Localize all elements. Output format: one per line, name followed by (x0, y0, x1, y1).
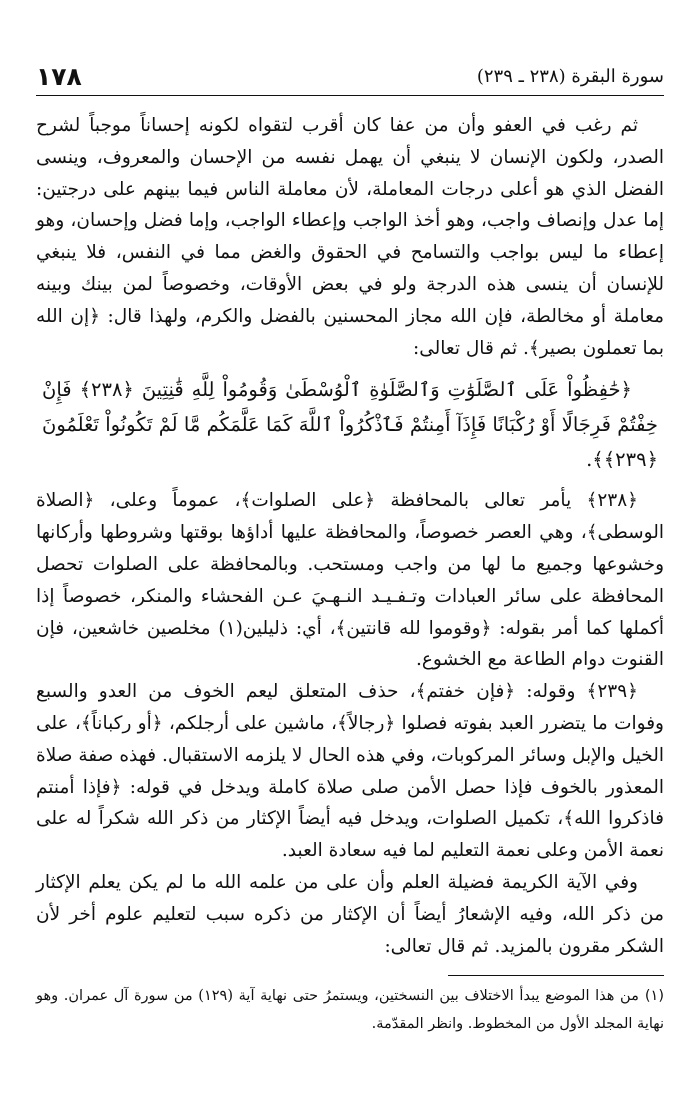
page-header (36, 58, 664, 94)
footnote (36, 982, 664, 1038)
paragraph-verse-239: ﴿٢٣٩﴾ وقوله: ﴿فإن خفتم﴾، حذف المتعلق ليعم الخوف من العدو والسبع وفوات ما يتضرر العبد بفوته فصلوا ﴿رجالاً﴾، ماشين على أرجلكم، ﴿أو ركباناً﴾، على الخيل والإبل وسائر المركوبات، وفي هذه الحال لا يلزمه الاستقبال. فهذه صفة صلاة المعذور بالخوف فإذا حصل الأمن صلى صلاة كاملة ويدخل في قوله: ﴿فإذا أمنتم فاذكروا الله﴾، تكميل الصلوات، ويدخل فيه أيضاً الإكثار من ذكر الله شكراً له على نعمة الأمن وعلى نعمة التعليم لما فيه سعادة العبد. (36, 681, 664, 862)
footnote-text: من هذا الموضع يبدأ الاختلاف بين النسختين، ويستمرُ حتى نهاية آية (١٢٩) من سورة آل عمران. وهو نهاية المجلد الأول من المخطوط. وانظر المقدّمة. (36, 988, 664, 1032)
paragraph-verse-238: ﴿٢٣٨﴾ يأمر تعالى بالمحافظة ﴿على الصلوات﴾، عموماً وعلى، ﴿الصلاة الوسطى﴾، وهي العصر خصوصاً، والمحافظة عليها أداؤها بوقتها وشروطها وأركانها وخشوعها وجميع ما لها من واجب ومستحب. وبالمحافظة على الصلوات تحصل المحافظة على سائر العبادات وتـفـيـد النـهـيَ عـن الفحشاء والمنكر، خصوصاً إذا أكملها كما أمر بقوله: ﴿وقوموا لله قانتين﴾، أي: ذليلين(١) مخلصين خاشعين، فإن القنوت دوام الطاعة مع الخشوع. (36, 490, 664, 671)
header-rule (36, 95, 664, 96)
quran-verse: ﴿حَٰفِظُواْ عَلَى ٱلصَّلَوَٰتِ وَٱلصَّلَوٰةِ ٱلْوُسْطَىٰ وَقُومُواْ لِلَّهِ قَٰنِتِينَ ﴿٢٣٨﴾ فَإِنْ خِفْتُمْ فَرِجَالًا أَوْ رُكْبَانًا فَإِذَآ أَمِنتُمْ فَٱذْكُرُواْ ٱللَّهَ كَمَا عَلَّمَكُم مَّا لَمْ تَكُونُواْ تَعْلَمُونَ ﴿٢٣٩﴾﴾. (42, 378, 658, 472)
surah-title: سورة البقرة (٢٣٨ ـ ٢٣٩) (476, 65, 664, 87)
footnote-marker: (١) (644, 988, 664, 1004)
paragraph-intro: ثم رغب في العفو وأن من عفا كان أقرب لتقواه لكونه إحساناً موجباً لشرح الصدر، ولكون الإنسان لا ينبغي أن يهمل نفسه من الإحسان والمعروف، وينسى الفضل الذي هو أعلى درجات المعاملة، لأن معاملة الناس فيما بينهم على درجتين: إما عدل وإنصاف واجب، وهو أخذ الواجب وإعطاء الواجب، وإما فضل وإحسان، وهو إعطاء ما ليس بواجب والتسامح في الحقوق والغض مما في النفس، فلا ينبغي للإنسان أن ينسى هذه الدرجة ولو في بعض الأوقات، وخصوصاً لمن بينك وبينه معاملة أو مخالطة، فإن الله مجاز المحسنين بالفضل والكرم، ولهذا قال: ﴿إن الله بما تعملون بصير﴾. ثم قال تعالى: (36, 115, 664, 359)
footnote-rule (448, 975, 664, 976)
page-number: ١٧٨ (36, 61, 82, 91)
main-text (36, 110, 664, 962)
paragraph-conclusion: وفي الآية الكريمة فضيلة العلم وأن على من علمه الله ما لم يكن يعلم الإكثار من ذكر الله، وفيه الإشعارُ أيضاً أن الإكثار من ذكره سبب لتعليم علوم أخر لأن الشكر مقرون بالمزيد. ثم قال تعالى: (36, 871, 664, 957)
